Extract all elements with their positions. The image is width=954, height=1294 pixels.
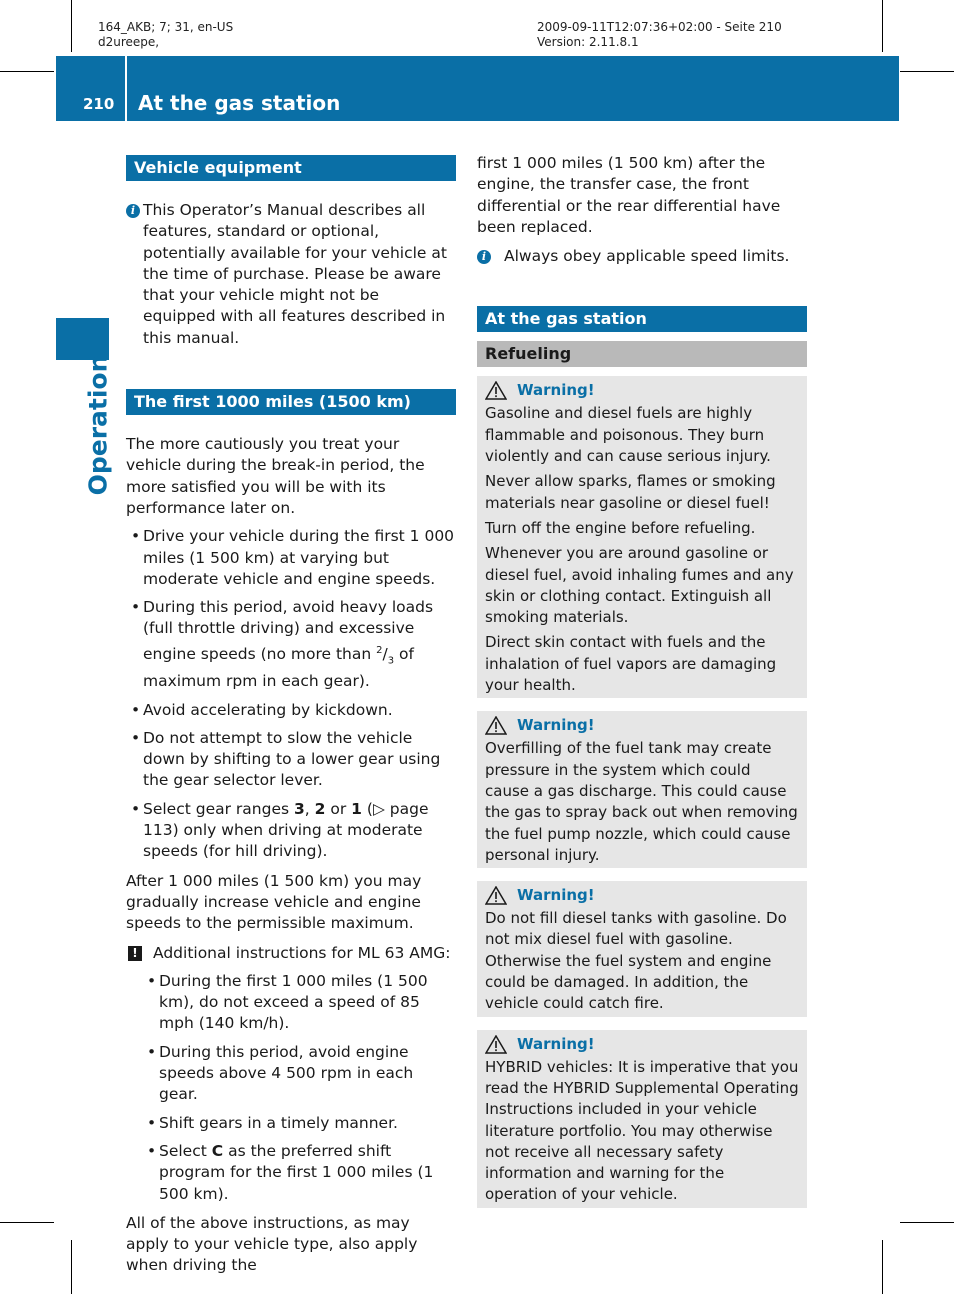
warning-title [485, 883, 799, 908]
list-item [126, 728, 456, 792]
list-item [142, 1042, 456, 1106]
list-item [126, 799, 456, 863]
page-reference[interactable]: (▷ page 113) only when driving at moderate speeds (for hill driving). [143, 799, 429, 861]
crop-mark [71, 0, 72, 52]
header-divider [125, 56, 127, 121]
list-item-text: or [325, 799, 352, 818]
crop-mark [900, 71, 954, 72]
list-item [126, 597, 456, 692]
list-item [142, 1113, 456, 1134]
warning-title [485, 713, 799, 738]
info-note [126, 200, 456, 349]
info-icon: i [126, 204, 140, 218]
warning-box [477, 881, 807, 1016]
exclamation-icon: ! [128, 946, 142, 961]
list-item [142, 971, 456, 1035]
info-note-text: This Operator’s Manual describes all features, standard or optional, potentially available for your vehicle at the time of purchase. Please be aware that your vehicle might not be equipped with all features described in this manual. [143, 201, 447, 347]
print-meta-line: d2ureepe, [98, 35, 160, 49]
warning-triangle-icon [485, 886, 507, 905]
list-item-text: Do not attempt to slow the vehicle down by shifting to a lower gear using the gear selector lever. [143, 728, 441, 790]
crop-mark [0, 71, 54, 72]
print-meta-left [98, 20, 233, 50]
list-item [126, 700, 456, 721]
crop-mark [882, 1240, 883, 1294]
warning-triangle-icon [485, 381, 507, 400]
warning-triangle-icon [485, 716, 507, 735]
fraction-slash: / [382, 644, 388, 663]
crop-mark [900, 1222, 954, 1223]
list-item [142, 1141, 456, 1205]
list-item [126, 526, 456, 590]
warning-title [485, 378, 799, 403]
warning-text: Gasoline and diesel fuels are highly flammable and poisonous. They burn violently and can cause serious injury. [485, 404, 771, 466]
amg-note-text: Additional instructions for ML 63 AMG: [153, 943, 451, 962]
warning-text: HYBRID vehicles: It is imperative that you read the HYBRID Supplemental Operating Instructions included in your vehicle literature portfolio. You may otherwise not receive all necessary safety information and warning for the operation of your vehicle. [485, 1057, 799, 1204]
warning-text: Do not fill diesel tanks with gasoline. Do not mix diesel fuel with gasoline. Otherwise the fuel system and engine could be damaged. In addition, the vehicle could catch fire. [485, 909, 787, 1013]
warning-text: Overfilling of the fuel tank may create pressure in the system which could cause a gas discharge. This could cause the gas to spray back out when removing the fuel pump nozzle, which could cause personal injury. [485, 739, 798, 864]
warning-title-text: Warning! [517, 381, 595, 400]
warning-text: Never allow sparks, flames or smoking materials near gasoline or diesel fuel! [485, 472, 776, 512]
page-title: At the gas station [138, 91, 341, 115]
list-item-text: During the first 1 000 miles (1 500 km), do not exceed a speed of 85 mph (140 km/h). [159, 971, 428, 1033]
print-meta-line: Version: 2.11.8.1 [537, 35, 639, 49]
gear-value: 1 [351, 799, 362, 818]
subheading-refueling: Refueling [477, 341, 807, 367]
warning-title-text: Warning! [517, 716, 595, 735]
list-item-text: , [304, 799, 315, 818]
warning-box [477, 711, 807, 868]
print-meta-line: 164_AKB; 7; 31, en-US [98, 20, 234, 34]
fraction-denominator: 3 [387, 655, 395, 666]
list-item-text: Drive your vehicle during the first 1 000 miles (1 500 km) at varying but moderate vehicle and engine speeds. [143, 527, 455, 588]
print-meta-line: 2009-09-11T12:07:36+02:00 - Seite 210 [537, 20, 782, 34]
list-item-text: of maximum rpm in each gear). [143, 644, 414, 691]
list-item-text: During this period, avoid engine speeds above 4 500 rpm in each gear. [159, 1042, 414, 1104]
list-item-text: Select [159, 1141, 212, 1160]
amg-note [126, 943, 456, 964]
warning-title-text: Warning! [517, 1034, 595, 1053]
warning-box [477, 376, 807, 698]
list-item-text: Shift gears in a timely manner. [159, 1113, 398, 1132]
info-icon: i [477, 250, 491, 264]
gear-value: 3 [294, 799, 305, 818]
info-note [477, 246, 807, 267]
paragraph-continuation: first 1 000 miles (1 500 km) after the engine, the transfer case, the front differential or the rear differential have been replaced. [477, 154, 781, 236]
section-heading-first-miles: The first 1000 miles (1500 km) [126, 389, 456, 415]
page-number: 210 [83, 95, 115, 113]
warning-text: Whenever you are around gasoline or diesel fuel, avoid inhaling fumes and any skin or clothing contact. Extinguish all smoking materials. [485, 544, 794, 627]
crop-mark [882, 0, 883, 52]
info-note-text: Always obey applicable speed limits. [504, 247, 790, 266]
warning-text: Direct skin contact with fuels and the inhalation of fuel vapors are damaging your health. [485, 633, 777, 695]
warning-title-text: Warning! [517, 886, 595, 905]
side-tab-label: Operation [83, 354, 113, 496]
gear-value: 2 [314, 799, 326, 818]
shift-program-value: C [211, 1141, 224, 1160]
section-heading-gas-station: At the gas station [477, 306, 807, 332]
list-item-text: as the preferred shift program for the first 1 000 miles (1 500 km). [159, 1141, 434, 1203]
section-heading-vehicle-equipment: Vehicle equipment [126, 155, 456, 181]
crop-mark [0, 1222, 54, 1223]
left-column [126, 155, 456, 1277]
warning-box [477, 1030, 807, 1208]
right-column [477, 153, 807, 1208]
warning-triangle-icon [485, 1035, 507, 1054]
crop-mark [71, 1240, 72, 1294]
paragraph-intro: The more cautiously you treat your vehicle during the break-in period, the more satisfied you will be with its performance later on. [126, 435, 425, 517]
warning-text: Turn off the engine before refueling. [485, 518, 756, 537]
list-item-text: During this period, avoid heavy loads (full throttle driving) and excessive engine speeds (no more than [143, 598, 434, 663]
list-item-text: Select gear ranges [143, 799, 294, 818]
fraction-numerator: 2 [376, 644, 383, 656]
list-item-text: Avoid accelerating by kickdown. [143, 700, 393, 719]
paragraph-after: After 1 000 miles (1 500 km) you may gradually increase vehicle and engine speeds to the permissible maximum. [126, 871, 422, 933]
warning-title [485, 1032, 799, 1057]
paragraph-closing: All of the above instructions, as may apply to your vehicle type, also apply when driving the [126, 1213, 418, 1275]
print-meta-right [537, 20, 782, 50]
